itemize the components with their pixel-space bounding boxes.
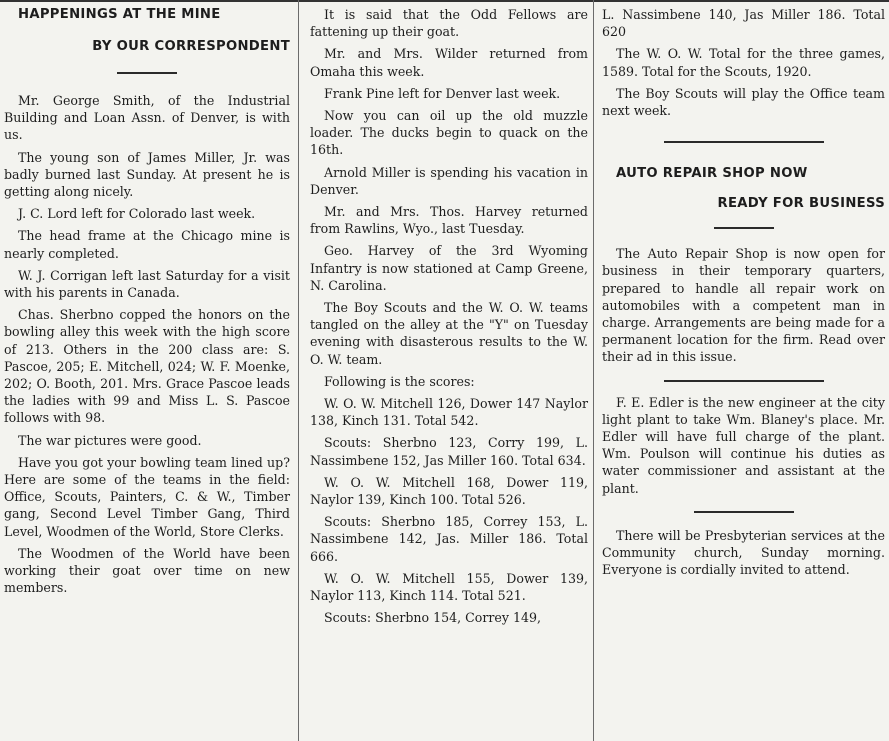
column-2 <box>302 0 592 741</box>
section-rule <box>664 141 824 143</box>
news-item: The Woodmen of the World have been working their goat over time on new members. <box>4 545 290 596</box>
news-item: The Boy Scouts will play the Office team next week. <box>602 85 885 119</box>
news-item: W. J. Corrigan left last Saturday for a visit with his parents in Canada. <box>4 267 290 301</box>
news-item: The Auto Repair Shop is now open for business in their temporary quarters, prepared to handle all repair work on automobiles with a competent man in charge. Arrangements are being made for a permanent location for the firm. Read over their ad in this issue. <box>602 246 885 365</box>
news-item: It is said that the Odd Fellows are fattening up their goat. <box>310 7 588 40</box>
headline-auto-repair: AUTO REPAIR SHOP NOW <box>616 166 808 182</box>
news-item: Arnold Miller is spending his vacation in Denver. <box>310 164 588 197</box>
section-rule <box>664 380 824 382</box>
score-line: Scouts: Sherbno 154, Correy 149, <box>324 610 542 626</box>
news-item: The young son of James Miller, Jr. was badly burned last Sunday. At present he is getting along nicely. <box>4 149 290 200</box>
news-item: J. C. Lord left for Colorado last week. <box>18 206 256 222</box>
headline-rule <box>117 72 177 74</box>
column-divider-1 <box>298 0 299 741</box>
headline-auto-repair-sub: READY FOR BUSINESS <box>717 196 885 212</box>
score-line: W. O. W. Mitchell 126, Dower 147 Naylor 138, Kinch 131. Total 542. <box>310 396 588 429</box>
news-item: Geo. Harvey of the 3rd Wyoming Infantry is now stationed at Camp Greene, N. Carolina. <box>310 243 588 293</box>
news-item: Mr. and Mrs. Thos. Harvey returned from Rawlins, Wyo., last Tuesday. <box>310 204 588 237</box>
column-divider-2 <box>593 0 594 741</box>
news-item: Mr. George Smith, of the Industrial Building and Loan Assn. of Denver, is with us. <box>4 93 290 143</box>
scores-intro: Following is the scores: <box>324 373 475 389</box>
headline-mine: HAPPENINGS AT THE MINE <box>18 7 221 22</box>
news-item: Chas. Sherbno copped the honors on the bowling alley this week with the high score of 213. Others in the 200 class are: S. Pascoe, 205; E. Mitchell, 024; W. F. Moenke, 202; O. Booth, 201. Mrs. Grace Pascoe leads the ladies with 99 and Miss L. S. Pascoe follows with 98. <box>4 307 290 426</box>
news-item: Frank Pine left for Denver last week. <box>324 85 561 101</box>
headline-rule <box>714 227 774 229</box>
score-line: L. Nassimbene 140, Jas Miller 186. Total 620 <box>602 7 885 40</box>
news-item: Now you can oil up the old muzzle loader. The ducks begin to quack on the 16th. <box>310 108 588 158</box>
column-3 <box>596 0 887 741</box>
news-item: The war pictures were good. <box>18 432 202 448</box>
news-item: Have you got your bowling team lined up? Here are some of the teams in the field: Office, Scouts, Painters, C. & W., Timber gang, Second Level Timber Gang, Third Level, Woodmen of the World, Store Clerks. <box>4 454 290 539</box>
score-line: W. O. W. Mitchell 168, Dower 119, Naylor 139, Kinch 100. Total 526. <box>310 474 588 508</box>
news-item: The Boy Scouts and the W. O. W. teams tangled on the alley at the "Y" on Tuesday evening with disasterous results to the W. O. W. team. <box>310 300 588 367</box>
news-item: F. E. Edler is the new engineer at the city light plant to take Wm. Blaney's place. Mr. Edler will have full charge of the plant. Wm. Poulson will continue his duties as water commissioner and assistant at the plant. <box>602 394 885 496</box>
score-line: Scouts: Sherbno 123, Corry 199, L. Nassimbene 152, Jas Miller 160. Total 634. <box>310 435 588 468</box>
news-item: Mr. and Mrs. Wilder returned from Omaha this week. <box>310 46 588 79</box>
column-1 <box>2 0 294 741</box>
news-item: There will be Presbyterian services at the Community church, Sunday morning. Everyone is cordially invited to attend. <box>602 527 885 578</box>
section-rule <box>694 511 794 513</box>
news-item: The W. O. W. Total for the three games, 1589. Total for the Scouts, 1920. <box>602 46 885 79</box>
score-line: Scouts: Sherbno 185, Correy 153, L. Nassimbene 142, Jas. Miller 186. Total 666. <box>310 514 588 564</box>
news-item: The head frame at the Chicago mine is nearly completed. <box>4 228 290 261</box>
score-line: W. O. W. Mitchell 155, Dower 139, Naylor 113, Kinch 114. Total 521. <box>310 570 588 604</box>
byline: BY OUR CORRESPONDENT <box>92 39 290 54</box>
